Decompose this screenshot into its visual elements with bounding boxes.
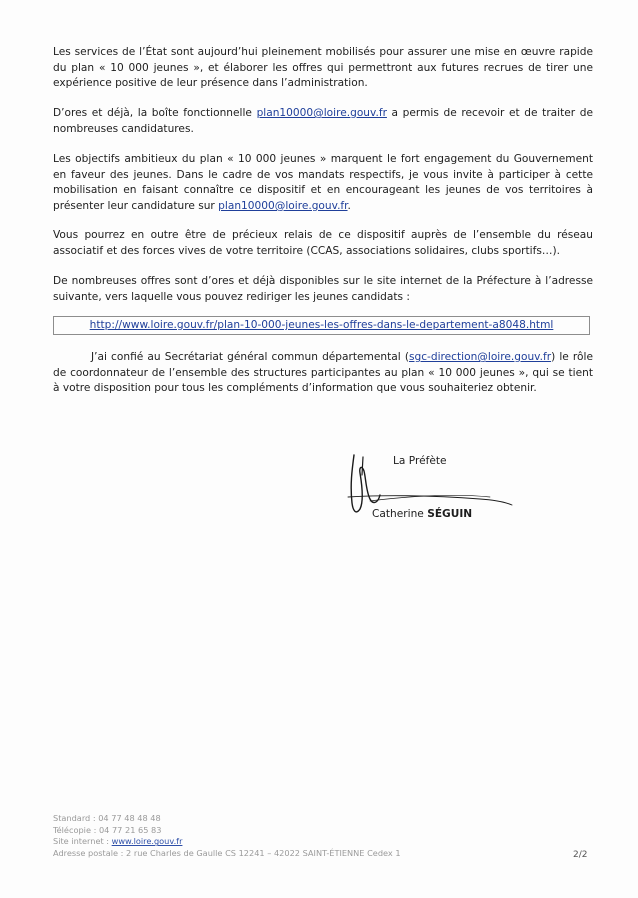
sgc-direction-email-link[interactable]: sgc-direction@loire.gouv.fr xyxy=(408,351,552,363)
paragraph-objectives xyxy=(53,152,593,214)
paragraph-mailbox-before: D’ores et déjà, la boîte fonctionnelle xyxy=(53,107,257,119)
paragraph-services xyxy=(53,45,593,92)
paragraph-objectives-after: . xyxy=(347,199,351,212)
footer-site-label: Site internet : xyxy=(53,836,112,847)
paragraph-coordination xyxy=(53,350,593,397)
footer-standard: Standard : 04 77 48 48 48 xyxy=(53,813,161,823)
footer-site-link[interactable]: www.loire.gouv.fr xyxy=(111,836,183,847)
signatory-title: La Préfète xyxy=(393,455,447,467)
signatory-name xyxy=(372,508,472,520)
footer-site xyxy=(53,836,401,848)
paragraph-services-text: Les services de l’État sont aujourd’hui pleinement mobilisés pour assurer une mise en œuvre rapide du plan « 10 000 jeunes », et élaborer les offres qui permettront aux futures recrues de tirer une expérience positive de leur présence dans l’administration. xyxy=(53,46,593,90)
paragraph-coordination-before: J’ai confié au Secrétariat général commun départemental ( xyxy=(91,351,409,363)
paragraph-relays-text: Vous pourrez en outre être de précieux relais de ce dispositif auprès de l’ensemble du réseau associatif et des forces vives de votre territoire (CCAS, associations solidaires, clubs sportifs…). xyxy=(53,229,593,257)
footer-contact xyxy=(53,813,401,859)
paragraph-mailbox xyxy=(53,106,593,137)
footer-telecopie: Télécopie : 04 77 21 65 83 xyxy=(53,824,162,835)
paragraph-relays xyxy=(53,228,593,259)
offers-url-box xyxy=(53,316,590,335)
paragraph-offers-text: De nombreuses offres sont d’ores et déjà disponibles sur le site internet de la Préfecture à l’adresse suivante, vers laquelle vous pouvez rediriger les jeunes candidats : xyxy=(53,275,593,303)
paragraph-offers xyxy=(53,274,593,305)
plan10000-email-link-2[interactable]: plan10000@loire.gouv.fr xyxy=(218,199,348,212)
footer-address: Adresse postale : 2 rue Charles de Gaulle CS 12241 – 42022 SAINT-ÉTIENNE Cedex 1 xyxy=(53,847,401,858)
offers-url-link[interactable]: http://www.loire.gouv.fr/plan-10-000-jeunes-les-offres-dans-le-departement-a8048.html xyxy=(89,319,554,331)
plan10000-email-link[interactable]: plan10000@loire.gouv.fr xyxy=(256,107,387,119)
paragraph-mailbox-after: a permis de recevoir et de traiter de nombreuses candidatures. xyxy=(53,107,593,135)
signatory-last-name: SÉGUIN xyxy=(427,508,473,520)
signatory-first-name: Catherine xyxy=(372,508,428,520)
paragraph-objectives-before: Les objectifs ambitieux du plan « 10 000 jeunes » marquent le fort engagement du Gouvernement en faveur des jeunes. Dans le cadre de vos mandats respectifs, je vous invite à participer à cette mobilisation en faisant connaître ce dispositif et en encourageant les jeunes de vos territoires à présenter leur candidature sur xyxy=(53,153,593,212)
paragraph-coordination-after: ) le rôle de coordonnateur de l’ensemble des structures participantes au plan « 10 000 jeunes », qui se tient à votre disposition pour tous les compléments d’information que vous souhaiteriez obtenir. xyxy=(53,351,593,395)
page-number: 2/2 xyxy=(573,850,588,860)
